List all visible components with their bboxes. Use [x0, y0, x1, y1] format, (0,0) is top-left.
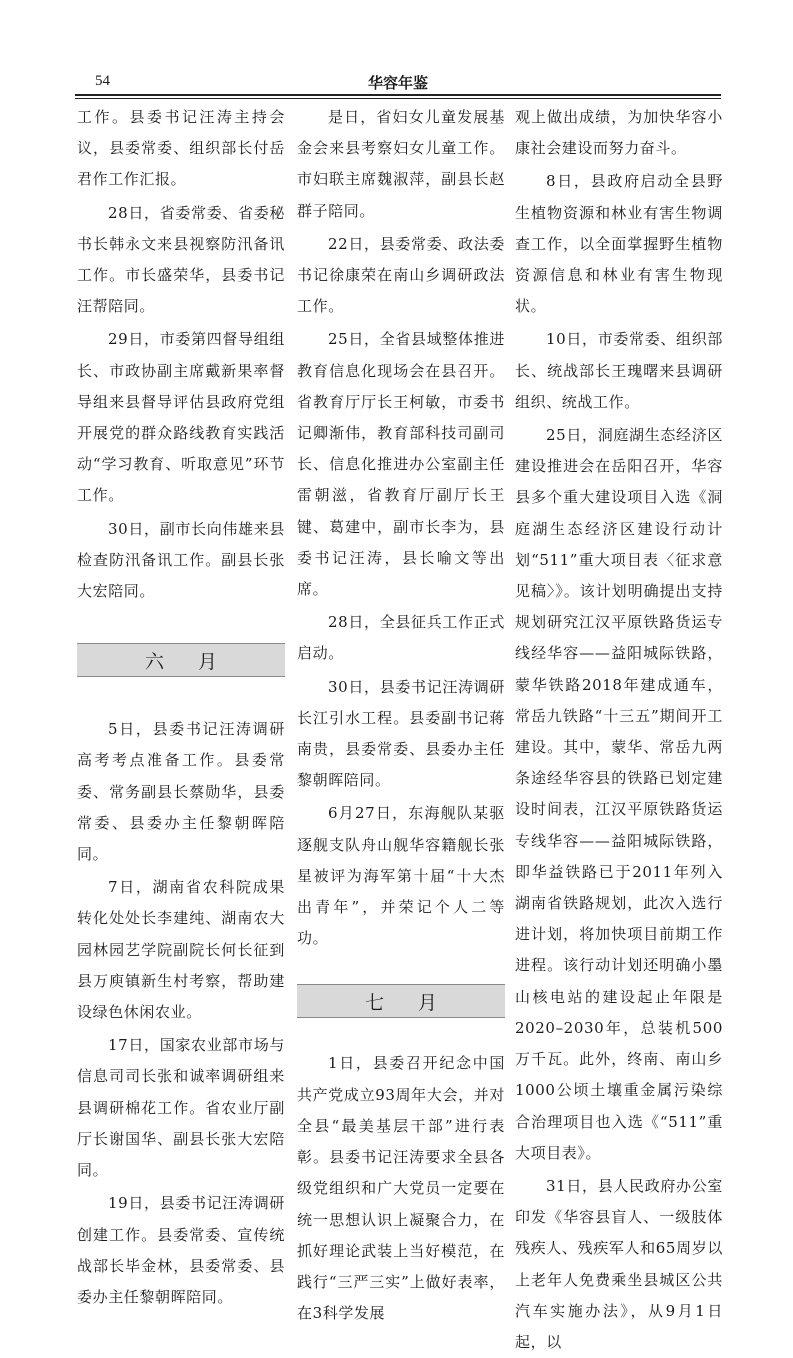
page-header	[75, 70, 721, 96]
entry-paragraph: 1日，县委召开纪念中国共产党成立93周年大会，并对全县“最美基层干部”进行表彰。县委书记汪涛要求全县各级党组织和广大党员一定要在统一思想认识上凝聚合力，在抓好理论武装上当好模范，在践行“三严三实”上做好表率，在3科学发展	[297, 1054, 505, 1323]
entry-paragraph: 30日，副市长向伟雄来县检查防汛备讯工作。副县长张大宏陪同。	[77, 519, 285, 601]
entry-paragraph: 5日，县委书记汪涛调研高考考点准备工作。县委常委、常务副县长蔡勋华，县委常委、县委办主任黎朝晖陪同。	[77, 720, 285, 864]
column-right	[515, 102, 723, 1358]
page-number: 54	[95, 73, 110, 89]
entry-paragraph: 28日，全县征兵工作正式启动。	[297, 613, 505, 663]
entry-paragraph: 19日，县委书记汪涛调研创建工作。县委常委、宣传统战部长毕金林，县委常委、县委办主任黎朝晖陪同。	[77, 1194, 285, 1306]
entry-paragraph: 29日，市委第四督导组组长、市政协副主席戴新果率督导组来县督导评估县政府党组开展党的群众路线教育实践活动“学习教育、听取意见”环节工作。	[77, 330, 285, 505]
entry-paragraph: 工作。县委书记汪涛主持会议，县委常委、组织部长付岳君作工作汇报。	[77, 108, 285, 189]
column-left	[77, 102, 285, 1313]
month-heading-june: 六月	[77, 643, 285, 677]
entry-paragraph: 10日，市委常委、组织部长、统战部长王瑰曙来县调研组织、统战工作。	[515, 330, 723, 411]
entry-paragraph: 8日，县政府启动全县野生植物资源和林业有害生物调查工作，以全面掌握野生植物资源信息和林业有害生物现状。	[515, 172, 723, 316]
entry-paragraph: 28日，省委常委、省委秘书长韩永文来县视察防汛备讯工作。市长盛荣华，县委书记汪帮陪同。	[77, 203, 285, 316]
entry-paragraph: 观上做出成绩，为加快华容小康社会建设而努力奋斗。	[515, 108, 723, 158]
entry-paragraph: 17日，国家农业部市场与信息司司长张和诚率调研组来县调研棉花工作。省农业厅副厅长谢国华、副县长张大宏陪同。	[77, 1036, 285, 1180]
header-rule-thick	[75, 94, 721, 96]
entry-paragraph: 31日，县人民政府办公室印发《华容县盲人、一级肢体残疾人、残疾军人和65周岁以上老年人免费乘坐县城区公共汽车实施办法》，从9月1日起，以	[515, 1176, 723, 1351]
entry-paragraph: 25日，全省县域整体推进教育信息化现场会在县召开。省教育厅厅长王柯敏，市委书记卿渐伟，教育部科技司副司长、信息化推进办公室副主任雷朝滋，省教育厅副厅长王键、葛建中，副市长李为，县委书记汪涛，县长喻文等出席。	[297, 330, 505, 599]
running-title: 华容年鉴	[367, 74, 428, 92]
entry-paragraph: 6月27日，东海舰队某驱逐舰支队舟山舰华容籍舰长张星被评为海军第十届“十大杰出青年”，并荣记个人二等功。	[297, 804, 505, 948]
entry-paragraph: 22日，县委常委、政法委书记徐康荣在南山乡调研政法工作。	[297, 234, 505, 316]
entry-paragraph: 30日，县委书记汪涛调研长江引水工程。县委副书记蒋南贵，县委常委、县委办主任黎朝晖陪同。	[297, 677, 505, 790]
entry-paragraph: 7日，湖南省农科院成果转化处处长李建纯、湖南农大园林园艺学院副院长何长征到县万庾镇新生村考察，帮助建设绿色休闲农业。	[77, 878, 285, 1022]
entry-paragraph: 25日，洞庭湖生态经济区建设推进会在岳阳召开，华容县多个重大建设项目入选《洞庭湖生态经济区建设行动计划“511”重大项目表〈征求意见稿〉》。该计划明确提出支持规划研究江汉平原铁路货运专线经华容——益阳城际铁路，蒙华铁路2018年建成通车，常岳九铁路“十三五”期间开工建设。其中，蒙华、常岳九两条途经华容县的铁路已划定建设时间表，江汉平原铁路货运专线华容——益阳城际铁路，即华益铁路已于2011年列入湖南省铁路规划，此次入选行进计划，将加快项目前期工作进程。该行动计划还明确小墨山核电站的建设起止年限是2020–2030年，总装机500万千瓦。此外，终南、南山乡1000公顷土壤重金属污染综合治理项目也入选《“511”重大项目表》。	[515, 426, 723, 1162]
header-rule-thin	[75, 98, 721, 99]
column-middle	[297, 102, 505, 1329]
month-heading-july: 七月	[297, 984, 505, 1018]
entry-paragraph: 是日，省妇女儿童发展基金会来县考察妇女儿童工作。市妇联主席魏淑萍，副县长赵群子陪同。	[297, 108, 505, 220]
